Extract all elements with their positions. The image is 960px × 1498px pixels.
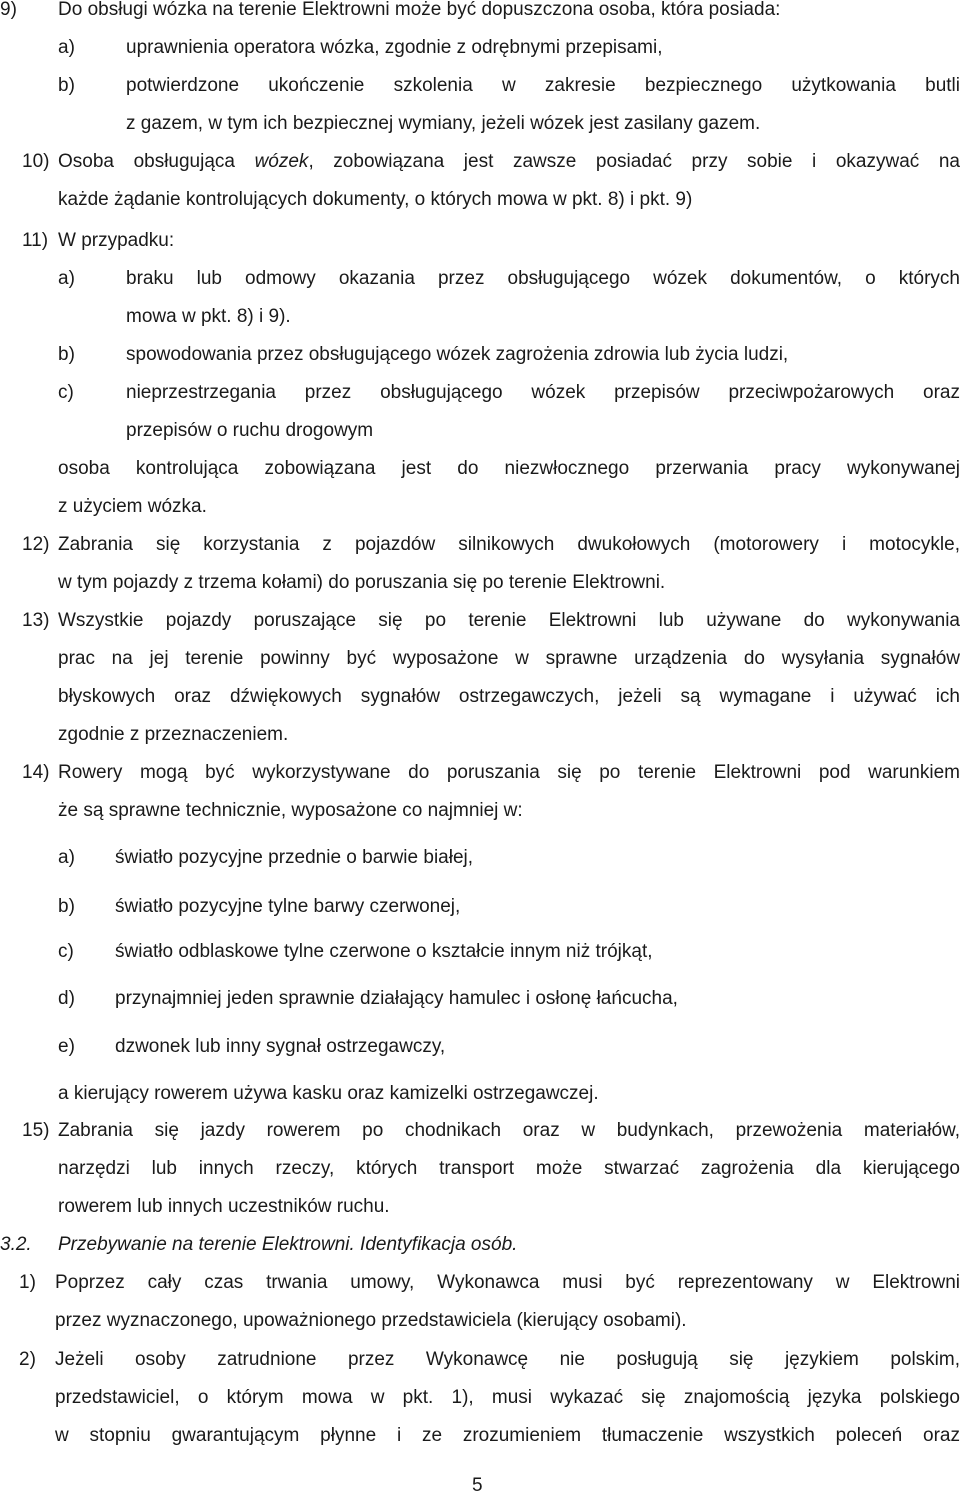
item-number-13: 13) bbox=[22, 610, 50, 631]
subitem-label-9b: b) bbox=[58, 75, 75, 96]
item-text-12-line1: Zabrania się korzystania z pojazdów silnikowych dwukołowych (motorowery i motocykle, bbox=[58, 534, 960, 555]
item-number-12: 12) bbox=[22, 534, 50, 555]
page-number: 5 bbox=[472, 1475, 483, 1496]
section-title: Przebywanie na terenie Elektrowni. Identyfikacja osób. bbox=[58, 1234, 518, 1255]
item-text-10-line2: każde żądanie kontrolujących dokumenty, o których mowa w pkt. 8) i pkt. 9) bbox=[58, 189, 693, 210]
subitem-label-9a: a) bbox=[58, 37, 75, 58]
item-text-15-line2: narzędzi lub innych rzeczy, których transport może stwarzać zagrożenia dla kierującego bbox=[58, 1158, 960, 1179]
item-number-11: 11) bbox=[22, 230, 49, 251]
item-text-13-line3: błyskowych oraz dźwiękowych sygnałów ostrzegawczych, jeżeli są wymagane i używać ich bbox=[58, 686, 960, 707]
subitem-text-14e: dzwonek lub inny sygnał ostrzegawczy, bbox=[115, 1036, 446, 1057]
item-text-15-line1: Zabrania się jazdy rowerem po chodnikach oraz w budynkach, przewożenia materiałów, bbox=[58, 1120, 960, 1141]
subitem-text-11c-line2: przepisów o ruchu drogowym bbox=[126, 420, 374, 441]
item-text-10-part1: Osoba obsługująca bbox=[58, 151, 255, 172]
subitem-label-14b: b) bbox=[58, 896, 75, 917]
subitem-label-11b: b) bbox=[58, 344, 75, 365]
subitem-text-11a-line1: braku lub odmowy okazania przez obsługującego wózek dokumentów, o których bbox=[126, 268, 960, 289]
subitem-text-14d: przynajmniej jeden sprawnie działający hamulec i osłonę łańcucha, bbox=[115, 988, 678, 1009]
item-text-12-line2: w tym pojazdy z trzema kołami) do poruszania się po terenie Elektrowni. bbox=[58, 572, 666, 593]
item-text-10-italic: wózek bbox=[254, 151, 309, 172]
point-text-2-line3: w stopniu gwarantującym płynne i ze zrozumieniem tłumaczenie wszystkich poleceń oraz bbox=[55, 1425, 960, 1446]
item-text-14-line2: że są sprawne technicznie, wyposażone co najmniej w: bbox=[58, 800, 523, 821]
item-text-11: W przypadku: bbox=[58, 230, 175, 251]
item-text-10-line1 bbox=[58, 150, 960, 174]
item-text-13-line4: zgodnie z przeznaczeniem. bbox=[58, 724, 289, 745]
point-number-2: 2) bbox=[19, 1349, 36, 1370]
point-number-1: 1) bbox=[19, 1272, 36, 1293]
subitem-text-14b: światło pozycyjne tylne barwy czerwonej, bbox=[115, 896, 461, 917]
point-text-2-line2: przedstawiciel, o którym mowa w pkt. 1), musi wykazać się znajomością języka polskiego bbox=[55, 1387, 960, 1408]
point-text-2-line1: Jeżeli osoby zatrudnione przez Wykonawcę nie posługują się językiem polskim, bbox=[55, 1349, 960, 1370]
subitem-text-11a-line2: mowa w pkt. 8) i 9). bbox=[126, 306, 291, 327]
item-number-15: 15) bbox=[22, 1120, 50, 1141]
item-14-closing: a kierujący rowerem używa kasku oraz kamizelki ostrzegawczej. bbox=[58, 1083, 599, 1104]
item-text-14-line1: Rowery mogą być wykorzystywane do poruszania się po terenie Elektrowni pod warunkiem bbox=[58, 762, 960, 783]
subitem-text-14c: światło odblaskowe tylne czerwone o kształcie innym niż trójkąt, bbox=[115, 941, 653, 962]
item-number-10: 10) bbox=[22, 151, 50, 172]
item-number-9: 9) bbox=[0, 0, 17, 20]
subitem-label-14a: a) bbox=[58, 847, 75, 868]
section-number: 3.2. bbox=[0, 1234, 32, 1255]
item-text-15-line3: rowerem lub innych uczestników ruchu. bbox=[58, 1196, 390, 1217]
item-number-14: 14) bbox=[22, 762, 50, 783]
subitem-label-14d: d) bbox=[58, 988, 75, 1009]
subitem-text-11c-line1: nieprzestrzegania przez obsługującego wózek przepisów przeciwpożarowych oraz bbox=[126, 382, 960, 403]
item-text-9: Do obsługi wózka na terenie Elektrowni może być dopuszczona osoba, która posiada: bbox=[58, 0, 781, 20]
item-11-closing-line2: z użyciem wózka. bbox=[58, 496, 207, 517]
subitem-text-9b-line2: z gazem, w tym ich bezpiecznej wymiany, jeżeli wózek jest zasilany gazem. bbox=[126, 113, 761, 134]
subitem-label-11c: c) bbox=[58, 382, 74, 403]
subitem-label-14e: e) bbox=[58, 1036, 75, 1057]
point-text-1-line1: Poprzez cały czas trwania umowy, Wykonawca musi być reprezentowany w Elektrowni bbox=[55, 1272, 960, 1293]
subitem-text-9b-line1: potwierdzone ukończenie szkolenia w zakresie bezpiecznego użytkowania butli bbox=[126, 75, 960, 96]
item-text-10-part2: , zobowiązana jest zawsze posiadać przy sobie i okazywać na bbox=[308, 151, 960, 172]
subitem-label-11a: a) bbox=[58, 268, 75, 289]
subitem-text-11b: spowodowania przez obsługującego wózek zagrożenia zdrowia lub życia ludzi, bbox=[126, 344, 789, 365]
subitem-text-14a: światło pozycyjne przednie o barwie białej, bbox=[115, 847, 474, 868]
subitem-text-9a: uprawnienia operatora wózka, zgodnie z odrębnymi przepisami, bbox=[126, 37, 663, 58]
subitem-label-14c: c) bbox=[58, 941, 74, 962]
item-text-13-line2: prac na jej terenie powinny być wyposażone w sprawne urządzenia do wysyłania sygnałów bbox=[58, 648, 960, 669]
item-text-13-line1: Wszystkie pojazdy poruszające się po terenie Elektrowni lub używane do wykonywania bbox=[58, 610, 960, 631]
item-11-closing-line1: osoba kontrolująca zobowiązana jest do niezwłocznego przerwania pracy wykonywanej bbox=[58, 458, 960, 479]
point-text-1-line2: przez wyznaczonego, upoważnionego przedstawiciela (kierujący osobami). bbox=[55, 1310, 687, 1331]
